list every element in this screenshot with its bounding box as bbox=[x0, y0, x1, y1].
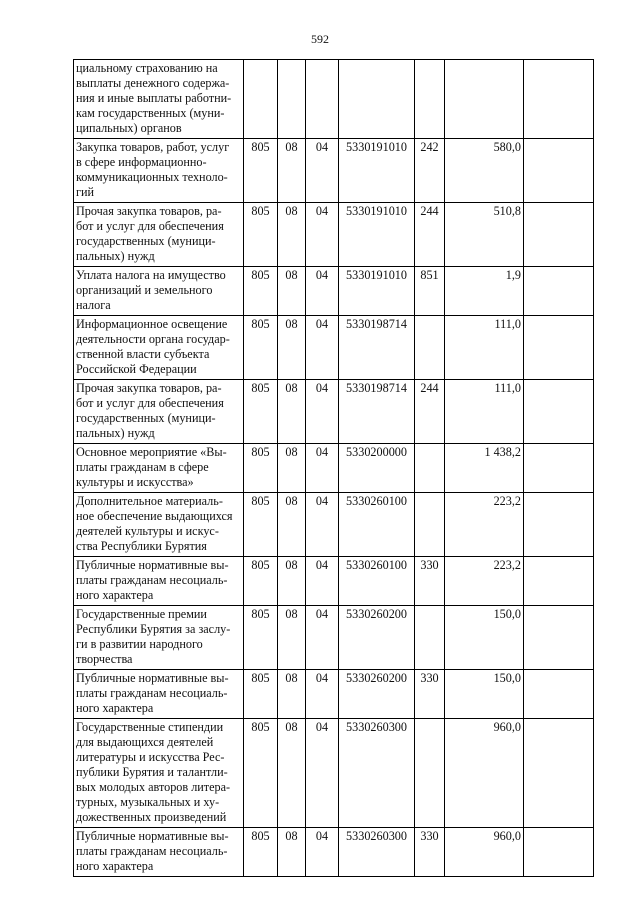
expense-type-cell: 244 bbox=[415, 380, 445, 444]
extra-cell bbox=[524, 60, 594, 139]
department-code-cell: 805 bbox=[244, 719, 278, 828]
department-code-cell: 805 bbox=[244, 380, 278, 444]
row-name-cell: Уплата налога на имущество организаций и земельного налога bbox=[74, 267, 244, 316]
table-row bbox=[74, 719, 594, 828]
target-article-cell: 5330198714 bbox=[339, 316, 415, 380]
amount-cell: 960,0 bbox=[445, 828, 524, 877]
row-name-cell: Основное мероприятие «Вы- платы гражданам в сфере культуры и искусства» bbox=[74, 444, 244, 493]
amount-cell: 580,0 bbox=[445, 139, 524, 203]
subsection-code-cell: 04 bbox=[306, 380, 339, 444]
page-number: 592 bbox=[311, 32, 329, 46]
row-name-cell: Закупка товаров, работ, услуг в сфере информационно- коммуникационных техноло- гий bbox=[74, 139, 244, 203]
section-code-cell: 08 bbox=[278, 493, 306, 557]
target-article-cell: 5330260200 bbox=[339, 606, 415, 670]
row-name-cell: Государственные стипендии для выдающихся деятелей литературы и искусства Рес- публики Бурятия и талантли- вых молодых авторов литера- турных, музыкальных и ху- дожественных произведений bbox=[74, 719, 244, 828]
amount-cell: 960,0 bbox=[445, 719, 524, 828]
section-code-cell: 08 bbox=[278, 316, 306, 380]
subsection-code-cell bbox=[306, 60, 339, 139]
expense-type-cell: 330 bbox=[415, 557, 445, 606]
extra-cell bbox=[524, 606, 594, 670]
section-code-cell: 08 bbox=[278, 139, 306, 203]
section-code-cell: 08 bbox=[278, 606, 306, 670]
expense-type-cell: 242 bbox=[415, 139, 445, 203]
amount-cell: 510,8 bbox=[445, 203, 524, 267]
target-article-cell: 5330191010 bbox=[339, 203, 415, 267]
extra-cell bbox=[524, 380, 594, 444]
department-code-cell: 805 bbox=[244, 203, 278, 267]
target-article-cell: 5330260100 bbox=[339, 557, 415, 606]
subsection-code-cell: 04 bbox=[306, 670, 339, 719]
row-name-cell: Публичные нормативные вы- платы гражданам несоциаль- ного характера bbox=[74, 557, 244, 606]
target-article-cell: 5330260200 bbox=[339, 670, 415, 719]
section-code-cell: 08 bbox=[278, 380, 306, 444]
target-article-cell: 5330260300 bbox=[339, 719, 415, 828]
extra-cell bbox=[524, 719, 594, 828]
extra-cell bbox=[524, 493, 594, 557]
table-row bbox=[74, 60, 594, 139]
row-name-cell: Публичные нормативные вы- платы гражданам несоциаль- ного характера bbox=[74, 828, 244, 877]
expense-type-cell bbox=[415, 444, 445, 493]
table-row bbox=[74, 203, 594, 267]
amount-cell: 1 438,2 bbox=[445, 444, 524, 493]
department-code-cell: 805 bbox=[244, 316, 278, 380]
target-article-cell: 5330260300 bbox=[339, 828, 415, 877]
table-row bbox=[74, 139, 594, 203]
amount-cell: 150,0 bbox=[445, 606, 524, 670]
department-code-cell: 805 bbox=[244, 606, 278, 670]
table-body bbox=[74, 60, 594, 877]
table-row bbox=[74, 670, 594, 719]
target-article-cell bbox=[339, 60, 415, 139]
subsection-code-cell: 04 bbox=[306, 267, 339, 316]
department-code-cell: 805 bbox=[244, 267, 278, 316]
expense-type-cell: 851 bbox=[415, 267, 445, 316]
extra-cell bbox=[524, 139, 594, 203]
subsection-code-cell: 04 bbox=[306, 606, 339, 670]
table-row bbox=[74, 316, 594, 380]
target-article-cell: 5330200000 bbox=[339, 444, 415, 493]
amount-cell: 1,9 bbox=[445, 267, 524, 316]
section-code-cell: 08 bbox=[278, 203, 306, 267]
target-article-cell: 5330260100 bbox=[339, 493, 415, 557]
section-code-cell: 08 bbox=[278, 670, 306, 719]
expense-type-cell: 330 bbox=[415, 828, 445, 877]
row-name-cell: Дополнительное материаль- ное обеспечение выдающихся деятелей культуры и искус- ства Республики Бурятия bbox=[74, 493, 244, 557]
subsection-code-cell: 04 bbox=[306, 316, 339, 380]
amount-cell: 223,2 bbox=[445, 557, 524, 606]
table-row bbox=[74, 493, 594, 557]
subsection-code-cell: 04 bbox=[306, 557, 339, 606]
section-code-cell: 08 bbox=[278, 557, 306, 606]
table-row bbox=[74, 557, 594, 606]
section-code-cell: 08 bbox=[278, 719, 306, 828]
extra-cell bbox=[524, 828, 594, 877]
section-code-cell: 08 bbox=[278, 828, 306, 877]
amount-cell: 111,0 bbox=[445, 380, 524, 444]
section-code-cell: 08 bbox=[278, 444, 306, 493]
row-name-cell: циальному страхованию на выплаты денежного содержа- ния и иные выплаты работни- кам государственных (муни- ципальных) органов bbox=[74, 60, 244, 139]
table-row bbox=[74, 828, 594, 877]
amount-cell: 150,0 bbox=[445, 670, 524, 719]
department-code-cell: 805 bbox=[244, 139, 278, 203]
target-article-cell: 5330191010 bbox=[339, 267, 415, 316]
target-article-cell: 5330191010 bbox=[339, 139, 415, 203]
subsection-code-cell: 04 bbox=[306, 444, 339, 493]
extra-cell bbox=[524, 557, 594, 606]
extra-cell bbox=[524, 267, 594, 316]
department-code-cell: 805 bbox=[244, 670, 278, 719]
amount-cell: 223,2 bbox=[445, 493, 524, 557]
table-row bbox=[74, 380, 594, 444]
subsection-code-cell: 04 bbox=[306, 719, 339, 828]
table-row bbox=[74, 444, 594, 493]
row-name-cell: Государственные премии Республики Бурятия за заслу- ги в развитии народного творчества bbox=[74, 606, 244, 670]
budget-table bbox=[73, 59, 594, 877]
subsection-code-cell: 04 bbox=[306, 203, 339, 267]
section-code-cell bbox=[278, 60, 306, 139]
expense-type-cell bbox=[415, 719, 445, 828]
amount-cell: 111,0 bbox=[445, 316, 524, 380]
subsection-code-cell: 04 bbox=[306, 828, 339, 877]
target-article-cell: 5330198714 bbox=[339, 380, 415, 444]
row-name-cell: Публичные нормативные вы- платы гражданам несоциаль- ного характера bbox=[74, 670, 244, 719]
table-row bbox=[74, 267, 594, 316]
row-name-cell: Информационное освещение деятельности органа государ- ственной власти субъекта Российской Федерации bbox=[74, 316, 244, 380]
extra-cell bbox=[524, 316, 594, 380]
row-name-cell: Прочая закупка товаров, ра- бот и услуг для обеспечения государственных (муници- пальных) нужд bbox=[74, 203, 244, 267]
expense-type-cell bbox=[415, 316, 445, 380]
row-name-cell: Прочая закупка товаров, ра- бот и услуг для обеспечения государственных (муници- пальных) нужд bbox=[74, 380, 244, 444]
extra-cell bbox=[524, 670, 594, 719]
department-code-cell: 805 bbox=[244, 444, 278, 493]
subsection-code-cell: 04 bbox=[306, 139, 339, 203]
department-code-cell: 805 bbox=[244, 493, 278, 557]
amount-cell bbox=[445, 60, 524, 139]
subsection-code-cell: 04 bbox=[306, 493, 339, 557]
section-code-cell: 08 bbox=[278, 267, 306, 316]
extra-cell bbox=[524, 444, 594, 493]
expense-type-cell: 244 bbox=[415, 203, 445, 267]
expense-type-cell bbox=[415, 493, 445, 557]
extra-cell bbox=[524, 203, 594, 267]
expense-type-cell bbox=[415, 606, 445, 670]
department-code-cell: 805 bbox=[244, 828, 278, 877]
expense-type-cell: 330 bbox=[415, 670, 445, 719]
department-code-cell bbox=[244, 60, 278, 139]
department-code-cell: 805 bbox=[244, 557, 278, 606]
table-row bbox=[74, 606, 594, 670]
expense-type-cell bbox=[415, 60, 445, 139]
